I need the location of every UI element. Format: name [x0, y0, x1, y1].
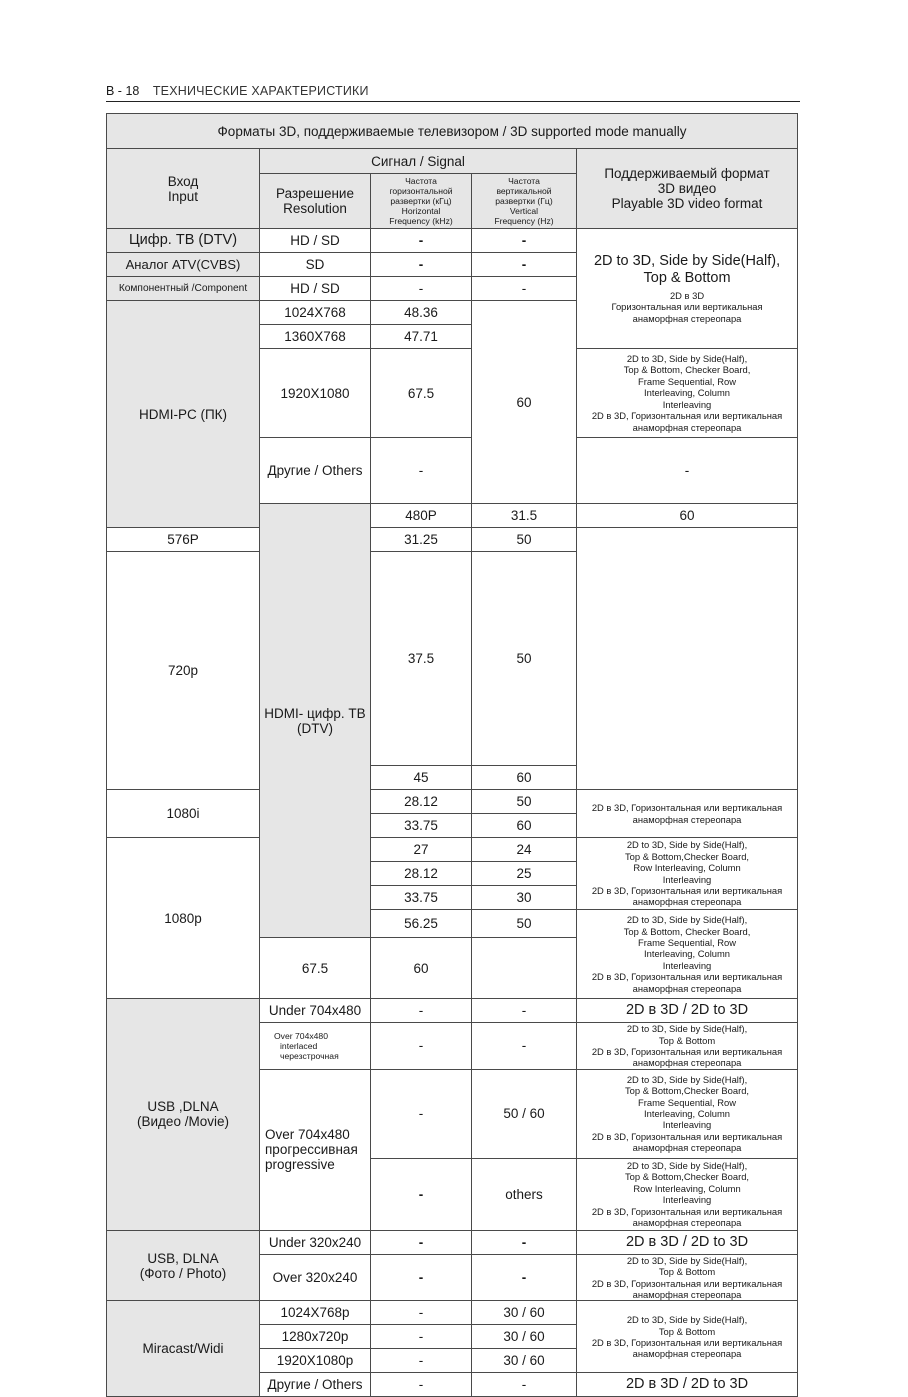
cell-hfreq: -	[371, 999, 472, 1023]
cell-resolution: 1360X768	[260, 325, 371, 349]
cell-resolution: HD / SD	[260, 277, 371, 301]
cell-resolution: 720p	[107, 552, 260, 790]
cell-hfreq: 27	[371, 838, 472, 862]
cell-vfreq: 30	[472, 886, 577, 910]
cell-format: 2D to 3D, Side by Side(Half), Top & Bottom 2D в 3D, Горизонтальная или вертикальная анаморфная стереопара	[577, 1254, 798, 1301]
cell-resolution: 480P	[371, 504, 472, 528]
cell-format: 2D в 3D / 2D to 3D	[577, 1373, 798, 1397]
cell-hfreq: 56.25	[371, 910, 472, 938]
cell-format: 2D to 3D, Side by Side(Half), Top & Bottom,Checker Board, Row Interleaving, Column Interleaving 2D в 3D, Горизонтальная или вертикальная анаморфная стереопара	[577, 1158, 798, 1230]
cell-resolution: 1920X1080	[260, 349, 371, 438]
cell-hfreq: 67.5	[371, 349, 472, 438]
cell-resolution: 1024X768p	[260, 1301, 371, 1325]
cell-hfreq: -	[371, 1301, 472, 1325]
cell-format: 2D to 3D, Side by Side(Half), Top & Bottom, Checker Board, Frame Sequential, Row Interleaving, Column Interleaving 2D в 3D, Горизонтальная или вертикальная анаморфная стереопара	[577, 910, 798, 999]
cell-hfreq: 45	[371, 766, 472, 790]
cell-resolution: Другие / Others	[260, 438, 371, 504]
input-component: Компонентный /Component	[107, 277, 260, 301]
cell-vfreq: -	[472, 1230, 577, 1254]
cell-hfreq: -	[371, 1230, 472, 1254]
input-hdmi-dtv: HDMI- цифр. ТВ (DTV)	[260, 504, 371, 938]
cell-hfreq: -	[371, 1158, 472, 1230]
cell-vfreq: -	[472, 1023, 577, 1070]
cell-format: 2D в 3D / 2D to 3D	[577, 1230, 798, 1254]
cell-vfreq: -	[472, 1254, 577, 1301]
cell-resolution: 1920X1080p	[260, 1349, 371, 1373]
page-number: B - 18	[106, 84, 140, 98]
cell-vfreq: -	[472, 229, 577, 253]
cell-resolution: SD	[260, 253, 371, 277]
header-horizontal-frequency: Частота горизонтальной развертки (кГц) Horizontal Frequency (kHz)	[371, 174, 472, 229]
3d-formats-table	[106, 113, 798, 1397]
cell-format: 2D to 3D, Side by Side(Half), Top & Bottom 2D в 3D, Горизонтальная или вертикальная анаморфная стереопара	[577, 1301, 798, 1373]
cell-format: 2D to 3D, Side by Side(Half), Top & Bottom,Checker Board, Row Interleaving, Column Interleaving 2D в 3D, Горизонтальная или вертикальная анаморфная стереопара	[577, 838, 798, 910]
cell-hfreq: -	[371, 1023, 472, 1070]
cell-vfreq: 30 / 60	[472, 1301, 577, 1325]
cell-vfreq: 50 / 60	[472, 1069, 577, 1158]
cell-vfreq: -	[472, 277, 577, 301]
cell-resolution: Under 704x480	[260, 999, 371, 1023]
cell-hfreq: -	[371, 1349, 472, 1373]
input-usb-photo: USB, DLNA (Фото / Photo)	[107, 1230, 260, 1301]
cell-resolution: 576P	[107, 528, 260, 552]
cell-vfreq: 60	[472, 301, 577, 504]
cell-resolution: Under 320x240	[260, 1230, 371, 1254]
cell-hfreq: 31.5	[472, 504, 577, 528]
cell-vfreq: -	[472, 253, 577, 277]
cell-resolution: 1280x720p	[260, 1325, 371, 1349]
cell-hfreq: -	[371, 1254, 472, 1301]
cell-vfreq: others	[472, 1158, 577, 1230]
cell-format: 2D в 3D, Горизонтальная или вертикальная анаморфная стереопара	[577, 790, 798, 838]
cell-resolution: 1024X768	[260, 301, 371, 325]
input-usb-movie: USB ,DLNA (Видео /Movie)	[107, 999, 260, 1231]
input-atv: Аналог ATV(CVBS)	[107, 253, 260, 277]
cell-resolution: 1080i	[107, 790, 260, 838]
cell-vfreq: -	[577, 438, 798, 504]
cell-resolution: Over 704x480 прогрессивная progressive	[260, 1069, 371, 1230]
cell-resolution: Over 320x240	[260, 1254, 371, 1301]
cell-resolution: 1080p	[107, 838, 260, 999]
cell-hfreq: 33.75	[371, 886, 472, 910]
table-caption: Форматы 3D, поддерживаемые телевизором / 3D supported mode manually	[107, 114, 798, 149]
header-format: Поддерживаемый формат 3D видео Playable 3D video format	[577, 149, 798, 229]
cell-vfreq: -	[472, 999, 577, 1023]
input-dtv: Цифр. ТВ (DTV)	[107, 229, 260, 253]
input-miracast: Miracast/Widi	[107, 1301, 260, 1397]
cell-hfreq: -	[371, 1325, 472, 1349]
cell-resolution: Over 704x480 interlaced черезстрочная	[260, 1023, 371, 1070]
cell-vfreq: 50	[472, 790, 577, 814]
cell-vfreq: 60	[371, 938, 472, 999]
cell-vfreq: 30 / 60	[472, 1325, 577, 1349]
cell-hfreq: -	[371, 1373, 472, 1397]
cell-vfreq: 60	[472, 814, 577, 838]
cell-vfreq: 50	[472, 552, 577, 766]
header-resolution: Разрешение Resolution	[260, 174, 371, 229]
cell-vfreq: 60	[472, 766, 577, 790]
header-signal: Сигнал / Signal	[260, 149, 577, 174]
cell-resolution: Другие / Others	[260, 1373, 371, 1397]
cell-vfreq: -	[472, 1373, 577, 1397]
cell-hfreq: -	[371, 229, 472, 253]
cell-hfreq: 37.5	[371, 552, 472, 766]
cell-hfreq: 33.75	[371, 814, 472, 838]
cell-hfreq: -	[371, 277, 472, 301]
cell-hfreq: 48.36	[371, 301, 472, 325]
page-header	[106, 84, 800, 102]
cell-vfreq: 50	[472, 528, 577, 552]
cell-resolution: HD / SD	[260, 229, 371, 253]
header-input: Вход Input	[107, 149, 260, 229]
cell-vfreq: 30 / 60	[472, 1349, 577, 1373]
cell-format: 2D в 3D / 2D to 3D	[577, 999, 798, 1023]
cell-format: 2D to 3D, Side by Side(Half), Top & Bottom, Checker Board, Frame Sequential, Row Interleaving, Column Interleaving 2D в 3D, Горизонтальная или вертикальная анаморфная стереопара	[577, 349, 798, 438]
cell-hfreq: -	[371, 438, 472, 504]
cell-vfreq: 50	[472, 910, 577, 938]
cell-vfreq: 24	[472, 838, 577, 862]
cell-vfreq: 25	[472, 862, 577, 886]
section-title: ТЕХНИЧЕСКИЕ ХАРАКТЕРИСТИКИ	[152, 84, 369, 98]
cell-hfreq: -	[371, 253, 472, 277]
cell-format: 2D to 3D, Side by Side(Half), Top & Bottom 2D в 3D, Горизонтальная или вертикальная анаморфная стереопара	[577, 1023, 798, 1070]
input-hdmi-pc: HDMI-PC (ПК)	[107, 301, 260, 528]
cell-hfreq: 67.5	[260, 938, 371, 999]
cell-format: 2D to 3D, Side by Side(Half), Top & Bottom 2D в 3D Горизонтальная или вертикальная анаморфная стереопара	[577, 229, 798, 349]
header-vertical-frequency: Частота вертикальной развертки (Гц) Vertical Frequency (Hz)	[472, 174, 577, 229]
cell-format: 2D to 3D, Side by Side(Half), Top & Bottom,Checker Board, Frame Sequential, Row Interleaving, Column Interleaving 2D в 3D, Горизонтальная или вертикальная анаморфная стереопара	[577, 1069, 798, 1158]
cell-hfreq: -	[371, 1069, 472, 1158]
cell-vfreq: 60	[577, 504, 798, 528]
cell-hfreq: 31.25	[371, 528, 472, 552]
cell-hfreq: 47.71	[371, 325, 472, 349]
cell-hfreq: 28.12	[371, 790, 472, 814]
cell-hfreq: 28.12	[371, 862, 472, 886]
